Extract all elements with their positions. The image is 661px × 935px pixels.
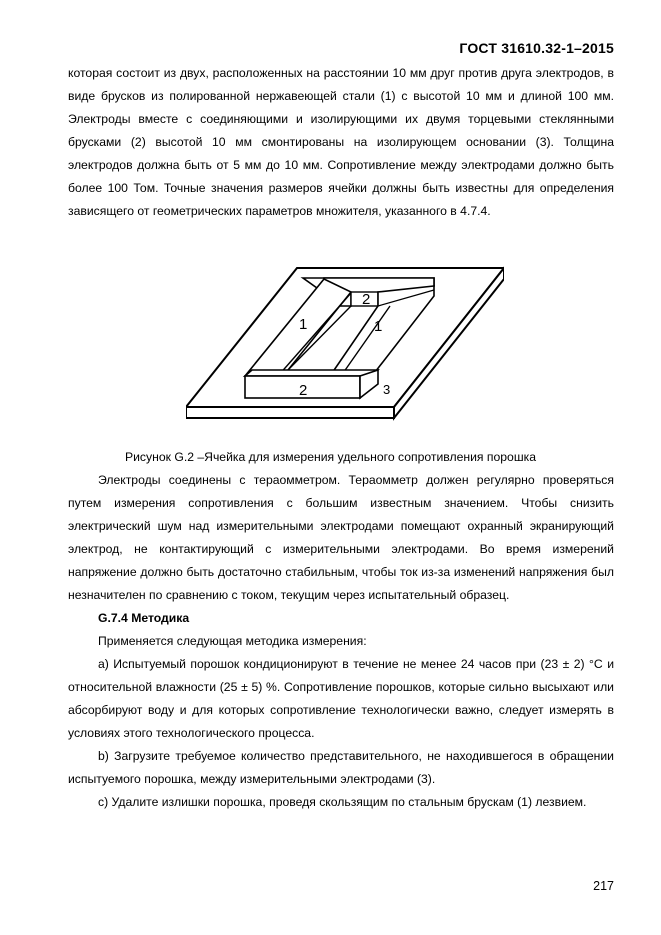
- method-step-a: а) Испытуемый порошок кондиционируют в течение не менее 24 часов при (23 ± 2) °С и относительной влажности (25 ± 5) %. Сопротивление порошков, которые сильно высыхают или абсорбируют воду и для которых сопротивление технологически важно, следует измерять в условиях этого технологического процесса.: [68, 657, 614, 740]
- label-electrode-left: 1: [299, 316, 308, 333]
- figure-measurement-cell: [186, 266, 504, 426]
- method-intro: Применяется следующая методика измерения:: [98, 634, 367, 648]
- main-text-block: [68, 469, 614, 814]
- document-header: ГОСТ 31610.32-1–2015: [459, 40, 614, 56]
- method-step-c: с) Удалите излишки порошка, проведя скользящим по стальным брускам (1) лезвием.: [98, 795, 587, 809]
- label-glass-front: 2: [299, 382, 308, 399]
- top-text-block: [68, 62, 614, 223]
- page-number: 217: [593, 879, 614, 893]
- label-glass-back: 2: [362, 291, 371, 308]
- method-step-b: b) Загрузите требуемое количество представительного, не находившегося в обращении испытуемого порошка, между измерительными электродами (3).: [68, 749, 614, 786]
- label-electrode-right: 1: [374, 318, 383, 335]
- base-plate-front: [186, 407, 394, 418]
- label-base: 3: [383, 382, 391, 397]
- paragraph-electrodes: Электроды соединены с тераомметром. Тераомметр должен регулярно проверяться путем измерения сопротивления с большим известным значением. Чтобы снизить электрический шум над измерительными электродами помещают охранный экранирующий электрод, не контактирующий с измерительными электродами. Во время измерений напряжение должно быть достаточно стабильным, чтобы ток из-за изменений напряжения был незначителен по сравнению с током, текущим через испытательный образец.: [68, 473, 614, 602]
- paragraph-cell-description: которая состоит из двух, расположенных на расстоянии 10 мм друг против друга электродов, в виде брусков из полированной нержавеющей стали (1) с высотой 10 мм и длиной 100 мм. Электроды вместе с соединяющими и изолирующими их двумя торцевыми стеклянными брусками (2) высотой 10 мм смонтированы на изолирующем основании (3). Толщина электродов должна быть от 5 мм до 10 мм. Сопротивление между электродами должно быть более 100 Том. Точные значения размеров ячейки должны быть известны для определения зависящего от геометрических параметров множителя, указанного в 4.7.4.: [68, 66, 614, 218]
- section-heading: G.7.4 Методика: [98, 611, 190, 625]
- glass-bar-front-top: [245, 370, 378, 376]
- figure-caption: Рисунок G.2 –Ячейка для измерения удельного сопротивления порошка: [125, 450, 536, 464]
